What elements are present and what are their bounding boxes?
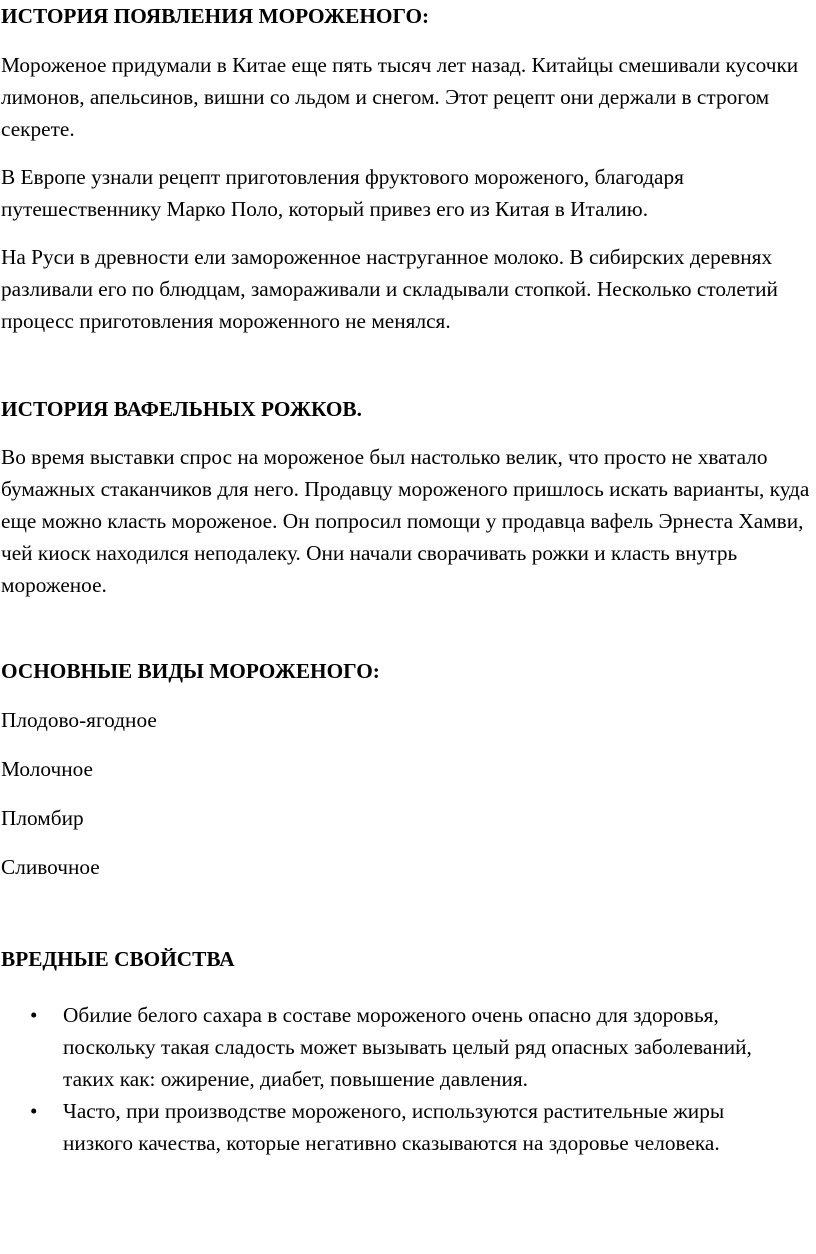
heading-cones: ИСТОРИЯ ВАФЕЛЬНЫХ РОЖКОВ. — [1, 397, 362, 421]
section-harm — [1, 943, 813, 1159]
paragraph-cones: Во время выставки спрос на мороженое был настолько велик, что просто не хватало бумажных стаканчиков для него. Продавцу мороженого пришлось искать варианты, куда еще можно класть мороженое. Он попросил помощи у продавца вафель Эрнеста Хамви, чей киоск находился неподалеку. Они начали сворачивать рожки и класть внутрь мороженое. — [1, 445, 810, 597]
heading-harm: ВРЕДНЫЕ СВОЙСТВА — [1, 947, 235, 971]
harm-list — [1, 999, 813, 1159]
harm-item-sugar — [1, 999, 813, 1095]
section-history — [1, 0, 813, 337]
harm-item-sugar-text: Обилие белого сахара в составе мороженого очень опасно для здоровья, поскольку такая сладость может вызывать целый ряд опасных заболеваний, таких как: ожирение, диабет, повышение давления. — [63, 1003, 752, 1091]
section-cones — [1, 393, 813, 601]
type-item-cream: Сливочное — [1, 855, 100, 879]
paragraph-history-russia: На Руси в древности ели замороженное наструганное молоко. В сибирских деревнях разливали его по блюдцам, замораживали и складывали стопкой. Несколько столетий процесс приготовления мороженного не менялся. — [1, 245, 778, 333]
paragraph-history-europe: В Европе узнали рецепт приготовления фруктового мороженого, благодаря путешественнику Марко Поло, который привез его из Китая в Италию. — [1, 165, 684, 221]
type-item-plombir: Пломбир — [1, 806, 84, 830]
type-item-milk: Молочное — [1, 757, 93, 781]
type-item-fruit-berry: Плодово-ягодное — [1, 708, 157, 732]
harm-item-fats — [1, 1095, 813, 1159]
section-types — [1, 655, 813, 883]
paragraph-history-china: Мороженое придумали в Китае еще пять тысяч лет назад. Китайцы смешивали кусочки лимонов, апельсинов, вишни со льдом и снегом. Этот рецепт они держали в строгом секрете. — [1, 53, 799, 141]
harm-item-fats-text: Часто, при производстве мороженого, используются растительные жиры низкого качества, которые негативно сказываются на здоровье человека. — [63, 1099, 725, 1155]
document-page — [1, 0, 813, 1159]
heading-history: ИСТОРИЯ ПОЯВЛЕНИЯ МОРОЖЕНОГО: — [1, 4, 430, 28]
heading-types: ОСНОВНЫЕ ВИДЫ МОРОЖЕНОГО: — [1, 659, 380, 683]
bullet-icon: • — [30, 1003, 38, 1027]
bullet-icon: • — [30, 1099, 38, 1123]
